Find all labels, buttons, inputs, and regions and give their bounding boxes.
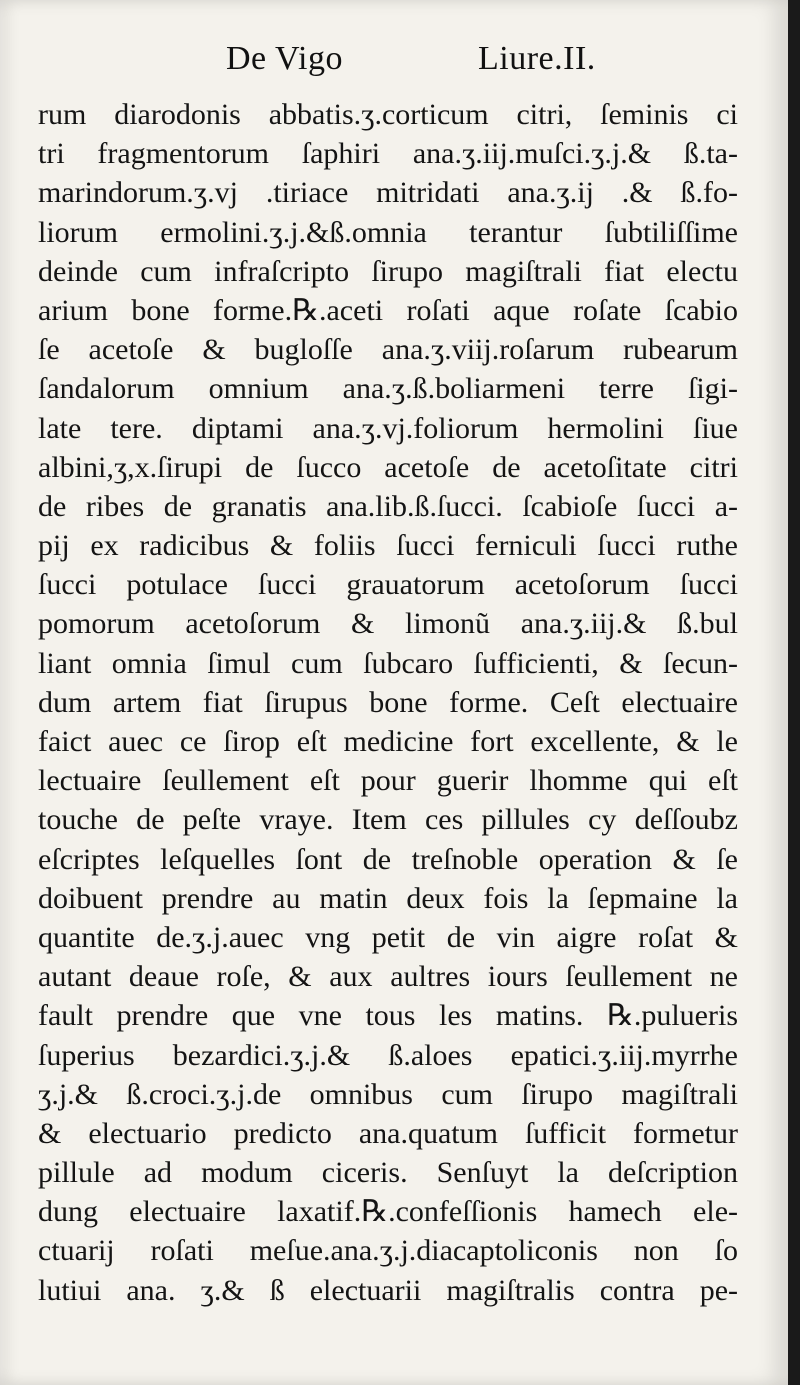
text-line: & electuario predicto ana.quatum ſufficit formetur	[38, 1116, 738, 1150]
text-line: ſe acetoſe & bugloſſe ana.ʒ.viij.roſarum rubearum	[38, 333, 738, 367]
text-line: lectuaire ſeullement eſt pour guerir lhomme qui eſt	[38, 764, 738, 798]
text-line: faict auec ce ſirop eſt medicine fort excellente, & le	[38, 725, 738, 758]
page-header	[0, 40, 788, 84]
text-line: pij ex radicibus & foliis ſucci ferniculi ſucci ruthe	[38, 529, 738, 563]
text-line: tri fragmentorum ſaphiri ana.ʒ.iij.muſci.ʒ.j.& ß.ta-	[38, 137, 738, 171]
running-head: De Vigo	[226, 40, 343, 77]
text-line: ctuarij roſati meſue.ana.ʒ.j.diacaptoliconis non ſo	[38, 1234, 738, 1268]
text-line: autant deaue roſe, & aux aultres iours ſeullement ne	[38, 960, 738, 994]
text-line: arium bone forme.℞.aceti roſati aque roſate ſcabio	[38, 293, 738, 327]
text-line: ſuperius bezardici.ʒ.j.& ß.aloes epatici.ʒ.iij.myrrhe	[38, 1038, 738, 1072]
text-line: pillule ad modum ciceris. Senſuyt la deſcription	[38, 1156, 738, 1190]
text-line: pomorum acetoſorum & limonũ ana.ʒ.iij.& ß.bul	[38, 607, 738, 641]
text-line: ſucci potulace ſucci grauatorum acetoſorum ſucci	[38, 568, 738, 602]
text-line: albini,ʒ,x.ſirupi de ſucco acetoſe de acetoſitate citri	[38, 450, 738, 484]
text-line: ʒ.j.& ß.croci.ʒ.j.de omnibus cum ſirupo magiſtrali	[38, 1077, 738, 1111]
text-line: liorum ermolini.ʒ.j.&ß.omnia terantur ſubtiliſſime	[38, 215, 738, 249]
text-line: fault prendre que vne tous les matins. ℞.pulueris	[38, 999, 738, 1033]
text-line: eſcriptes leſquelles ſont de treſnoble operation & ſe	[38, 842, 738, 876]
text-line: touche de peſte vraye. Item ces pillules cy deſſoubz	[38, 803, 738, 837]
text-line: ſandalorum omnium ana.ʒ.ß.boliarmeni terre ſigi-	[38, 372, 738, 406]
text-line: de ribes de granatis ana.lib.ß.ſucci. ſcabioſe ſucci a-	[38, 489, 738, 523]
text-line: deinde cum infraſcripto ſirupo magiſtrali fiat electu	[38, 254, 738, 288]
text-line: marindorum.ʒ.vj .tiriace mitridati ana.ʒ.ij .& ß.fo-	[38, 176, 738, 210]
text-line: lutiui ana. ʒ.& ß electuarii magiſtralis contra pe-	[38, 1273, 738, 1307]
text-line: liant omnia ſimul cum ſubcaro ſufficienti, & ſecun-	[38, 646, 738, 680]
book-label: Liure.II.	[478, 40, 596, 77]
text-line: quantite de.ʒ.j.auec vng petit de vin aigre roſat &	[38, 920, 738, 954]
text-line: dum artem fiat ſirupus bone forme. Ceſt electuaire	[38, 685, 738, 719]
text-line: doibuent prendre au matin deux fois la ſepmaine la	[38, 881, 738, 915]
text-line: rum diarodonis abbatis.ʒ.corticum citri, ſeminis ci	[38, 98, 738, 131]
text-line: late tere. diptami ana.ʒ.vj.foliorum hermolini ſiue	[38, 411, 738, 445]
text-line: dung electuaire laxatif.℞.confeſſionis hamech ele-	[38, 1195, 738, 1229]
body-text	[38, 95, 738, 1310]
page-edge	[788, 0, 800, 1385]
